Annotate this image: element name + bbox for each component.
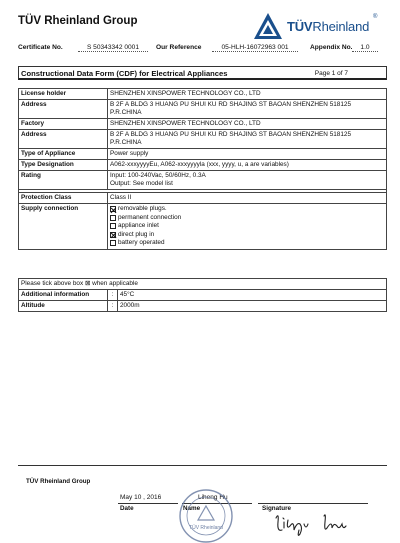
type-of-appliance-value: Power supply bbox=[108, 149, 387, 160]
checkbox[interactable] bbox=[110, 232, 116, 238]
rating-output: Output: See model list bbox=[110, 180, 173, 187]
type-designation-value: A062-xxxyyyyEu, A062-xxxyyyyla (xxx, yyyy, u, a are variables) bbox=[108, 160, 387, 171]
license-holder-value: SHENZHEN XINSPOWER TECHNOLOGY CO., LTD bbox=[108, 89, 387, 100]
table-row bbox=[19, 100, 387, 119]
supply-connection-options bbox=[108, 204, 387, 250]
supply-option-label: appliance inlet bbox=[118, 222, 159, 230]
table-row bbox=[19, 290, 387, 301]
table-row bbox=[19, 171, 387, 190]
cdf-table bbox=[18, 88, 387, 250]
appendix-value: 1.0 bbox=[352, 44, 378, 52]
factory-label: Factory bbox=[19, 119, 108, 130]
type-designation-label: Type Designation bbox=[19, 160, 108, 171]
document-org-title: TÜV Rheinland Group bbox=[18, 15, 138, 27]
company-stamp bbox=[178, 488, 234, 543]
tuv-logo bbox=[253, 12, 393, 40]
page-indicator: Page 1 of 7 bbox=[314, 69, 348, 77]
license-holder-label: License holder bbox=[19, 89, 108, 100]
logo-triangle-icon bbox=[253, 12, 283, 40]
cdf-additional-table bbox=[18, 278, 387, 312]
protection-class-value: Class II bbox=[108, 193, 387, 204]
table-row bbox=[19, 204, 387, 250]
factory-value: SHENZHEN XINSPOWER TECHNOLOGY CO., LTD bbox=[108, 119, 387, 130]
additional-info-value: 45°C bbox=[118, 290, 387, 301]
altitude-value: 2000m bbox=[118, 301, 387, 312]
factory-address-label: Address bbox=[19, 130, 108, 149]
footer-date-value: May 10 , 2016 bbox=[120, 494, 162, 501]
address-value: B 2F A BLDG 3 HUANG PU SHUI KU RD SHAJING ST BAOAN SHENZHEN 518125 P.R.CHINA bbox=[108, 100, 387, 119]
supply-option[interactable] bbox=[110, 239, 384, 248]
table-row bbox=[19, 149, 387, 160]
table-row bbox=[19, 89, 387, 100]
signature-line bbox=[258, 503, 368, 504]
table-row bbox=[19, 301, 387, 312]
additional-info-label: Additional information bbox=[19, 290, 108, 301]
stamp-text: TÜV Rheinland bbox=[189, 525, 223, 531]
table-row bbox=[19, 193, 387, 204]
tick-note: Please tick above box ⊠ when applicable bbox=[19, 279, 387, 290]
date-line bbox=[118, 503, 178, 504]
supply-option[interactable] bbox=[110, 231, 384, 240]
checkbox[interactable] bbox=[110, 223, 116, 229]
supply-option[interactable] bbox=[110, 214, 384, 223]
rating-value bbox=[108, 171, 387, 190]
handwritten-signature bbox=[270, 508, 360, 538]
logo-wordmark: TÜVRheinland bbox=[287, 19, 370, 34]
factory-address-value: B 2F A BLDG 3 HUANG PU SHUI KU RD SHAJING ST BAOAN SHENZHEN 518125 P.R.CHINA bbox=[108, 130, 387, 149]
rating-input: Input: 100-240Vac, 50/60Hz, 0.3A bbox=[110, 172, 206, 179]
altitude-label: Altitude bbox=[19, 301, 108, 312]
certificate-label: Certificate No. bbox=[18, 44, 63, 51]
footer-divider bbox=[18, 465, 387, 466]
form-title-bar bbox=[18, 66, 387, 80]
address-label: Address bbox=[19, 100, 108, 119]
type-of-appliance-label: Type of Appliance bbox=[19, 149, 108, 160]
colon: : bbox=[108, 290, 118, 301]
table-row bbox=[19, 130, 387, 149]
signature-label: Signature bbox=[262, 505, 292, 512]
supply-option-label: direct plug in bbox=[118, 230, 155, 238]
reference-label: Our Reference bbox=[156, 44, 202, 51]
certificate-value: S 50343342 0001 bbox=[78, 44, 148, 52]
footer-name-value: Liheng Hu bbox=[198, 494, 228, 501]
table-row bbox=[19, 119, 387, 130]
protection-class-label: Protection Class bbox=[19, 193, 108, 204]
checkbox[interactable] bbox=[110, 240, 116, 246]
footer-org: TÜV Rheinland Group bbox=[26, 478, 91, 485]
supply-option-label: battery operated bbox=[118, 239, 165, 247]
supply-option[interactable] bbox=[110, 205, 384, 214]
checkbox[interactable] bbox=[110, 215, 116, 221]
table-row bbox=[19, 160, 387, 171]
date-label: Date bbox=[120, 505, 134, 512]
colon: : bbox=[108, 301, 118, 312]
form-title: Constructional Data Form (CDF) for Electrical Appliances bbox=[21, 69, 228, 78]
supply-connection-label: Supply connection bbox=[19, 204, 108, 250]
logo-registered-mark: ® bbox=[373, 14, 378, 20]
table-row bbox=[19, 279, 387, 290]
name-label: Name bbox=[183, 505, 201, 512]
checkbox[interactable] bbox=[110, 206, 116, 212]
appendix-label: Appendix No. bbox=[310, 44, 353, 51]
reference-value: 05-HLH-16072963 001 bbox=[212, 44, 298, 52]
supply-option[interactable] bbox=[110, 222, 384, 231]
certificate-line bbox=[18, 44, 388, 56]
supply-option-label: permanent connection bbox=[118, 213, 182, 221]
rating-label: Rating bbox=[19, 171, 108, 190]
supply-option-label: removable plugs. bbox=[118, 205, 167, 213]
